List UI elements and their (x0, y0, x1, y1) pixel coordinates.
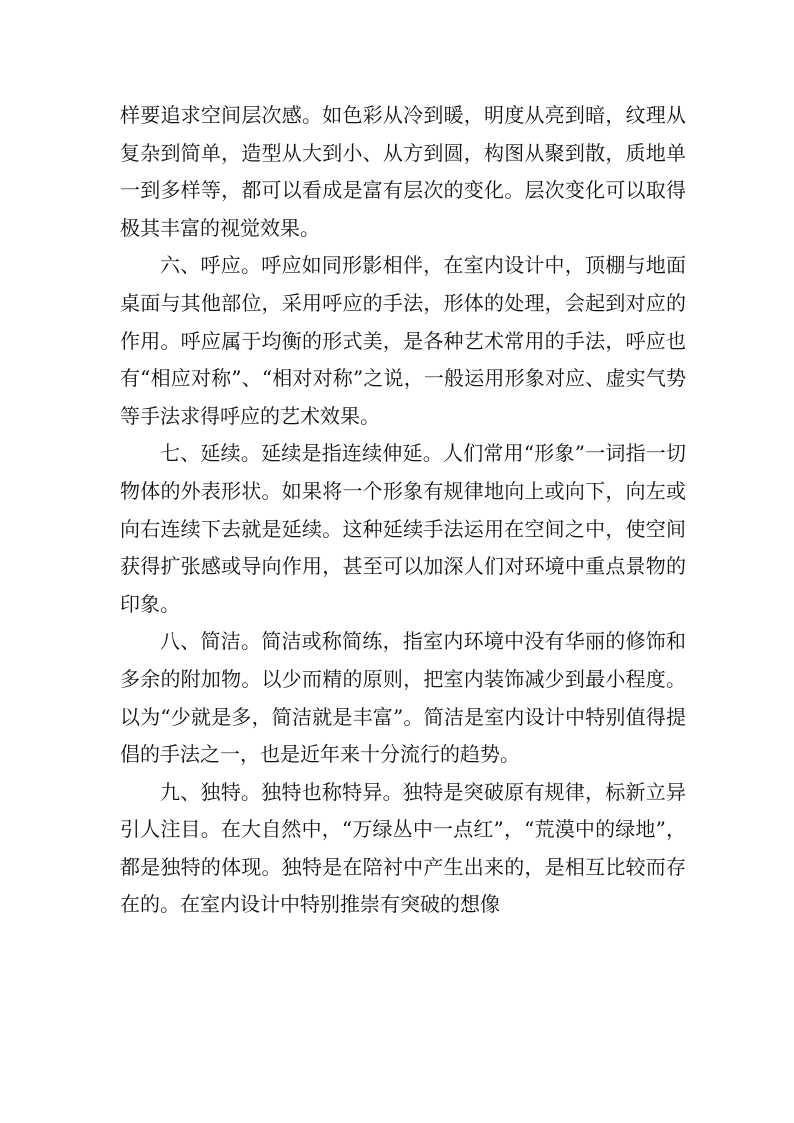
paragraph-echo: 六、呼应。呼应如同形影相伴，在室内设计中，顶棚与地面桌面与其他部位，采用呼应的手法，形体的处理，会起到对应的作用。呼应属于均衡的形式美，是各种艺术常用的手法，呼应也有“相应对称”、“相对对称”之说，一般运用形象对应、虚实气势等手法求得呼应的艺术效果。 (120, 253, 686, 428)
paragraph-uniqueness: 九、独特。独特也称特异。独特是突破原有规律，标新立异引人注目。在大自然中，“万绿丛中一点红”，“荒漠中的绿地”，都是独特的体现。独特是在陪衬中产生出来的，是相互比较而存在的。在室内设计中特别推崇有突破的想像 (120, 779, 686, 917)
document-page (120, 97, 686, 924)
paragraph-continuation: 样要追求空间层次感。如色彩从冷到暖，明度从亮到暗，纹理从复杂到简单，造型从大到小、从方到圆，构图从聚到散，质地单一到多样等，都可以看成是富有层次的变化。层次变化可以取得极其丰富的视觉效果。 (120, 103, 686, 240)
paragraph-continuity: 七、延续。延续是指连续伸延。人们常用“形象”一词指一切物体的外表形状。如果将一个形象有规律地向上或向下，向左或向右连续下去就是延续。这种延续手法运用在空间之中，使空间获得扩张感或导向作用，甚至可以加深人们对环境中重点景物的印象。 (120, 441, 686, 616)
paragraph-simplicity: 八、简洁。简洁或称简练，指室内环境中没有华丽的修饰和多余的附加物。以少而精的原则，把室内装饰减少到最小程度。以为“少就是多，简洁就是丰富”。简洁是室内设计中特别值得提倡的手法之一，也是近年来十分流行的趋势。 (120, 629, 686, 767)
